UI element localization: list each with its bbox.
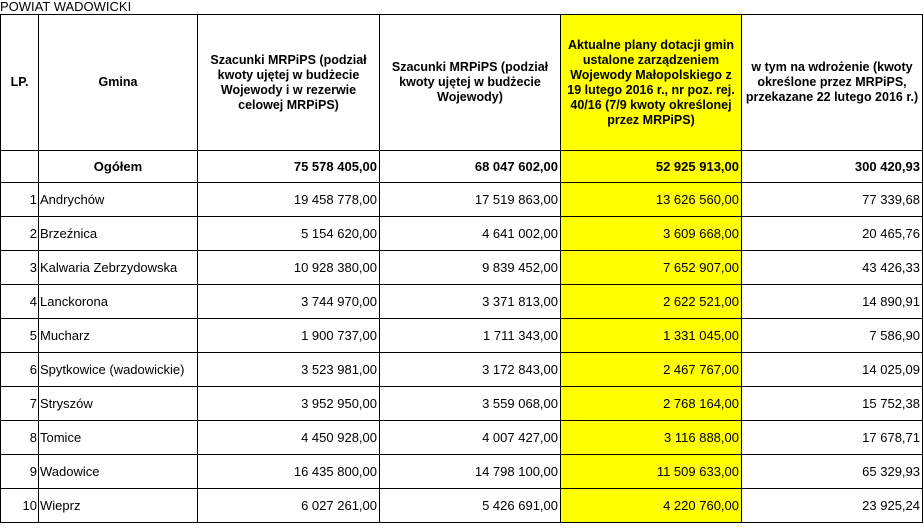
row-lp-cell[interactable]: 2 [1, 217, 39, 251]
row-col4-cell[interactable]: 77 339,68 [742, 183, 923, 217]
total-lp-cell[interactable] [1, 151, 39, 183]
row-col4-cell[interactable]: 43 426,33 [742, 251, 923, 285]
row-col1-cell[interactable]: 3 952 950,00 [198, 387, 380, 421]
row-gmina-cell[interactable]: Wieprz [39, 489, 198, 523]
row-col1-cell[interactable]: 16 435 800,00 [198, 455, 380, 489]
table-row [1, 421, 923, 455]
row-lp-cell[interactable]: 7 [1, 387, 39, 421]
row-col3-cell[interactable]: 13 626 560,00 [561, 183, 742, 217]
row-col4-cell[interactable]: 65 329,93 [742, 455, 923, 489]
total-col3[interactable]: 52 925 913,00 [561, 151, 742, 183]
row-lp-cell[interactable]: 1 [1, 183, 39, 217]
row-col4-cell[interactable]: 14 890,91 [742, 285, 923, 319]
row-col3-cell[interactable]: 11 509 633,00 [561, 455, 742, 489]
row-col4-cell[interactable]: 17 678,71 [742, 421, 923, 455]
row-lp-cell[interactable]: 5 [1, 319, 39, 353]
row-col4-cell[interactable]: 15 752,38 [742, 387, 923, 421]
table-row [1, 489, 923, 523]
row-col3-cell[interactable]: 1 331 045,00 [561, 319, 742, 353]
row-col1-cell[interactable]: 3 744 970,00 [198, 285, 380, 319]
row-lp-cell[interactable]: 8 [1, 421, 39, 455]
row-col2-cell[interactable]: 3 172 843,00 [380, 353, 561, 387]
table-body [1, 183, 923, 523]
row-col2-cell[interactable]: 5 426 691,00 [380, 489, 561, 523]
data-table [0, 14, 923, 523]
row-col4-cell[interactable]: 20 465,76 [742, 217, 923, 251]
row-col2-cell[interactable]: 4 007 427,00 [380, 421, 561, 455]
row-col2-cell[interactable]: 17 519 863,00 [380, 183, 561, 217]
row-lp-cell[interactable]: 9 [1, 455, 39, 489]
row-col3-cell[interactable]: 3 116 888,00 [561, 421, 742, 455]
total-col1[interactable]: 75 578 405,00 [198, 151, 380, 183]
table-row [1, 319, 923, 353]
row-col2-cell[interactable]: 4 641 002,00 [380, 217, 561, 251]
row-col2-cell[interactable]: 3 371 813,00 [380, 285, 561, 319]
row-col3-cell[interactable]: 2 768 164,00 [561, 387, 742, 421]
total-row [1, 151, 923, 183]
row-gmina-cell[interactable]: Mucharz [39, 319, 198, 353]
row-col1-cell[interactable]: 10 928 380,00 [198, 251, 380, 285]
header-col1[interactable]: Szacunki MRPiPS (podział kwoty ujętej w budżecie Wojewody i w rezerwie celowej MRPiPS) [198, 15, 380, 151]
table-row [1, 251, 923, 285]
row-lp-cell[interactable]: 6 [1, 353, 39, 387]
header-col3[interactable]: Aktualne plany dotacji gmin ustalone zarządzeniem Wojewody Małopolskiego z 19 lutego 2016 r., nr poz. rej. 40/16 (7/9 kwoty określonej przez MRPiPS) [561, 15, 742, 151]
row-col4-cell[interactable]: 14 025,09 [742, 353, 923, 387]
row-col1-cell[interactable]: 3 523 981,00 [198, 353, 380, 387]
row-col1-cell[interactable]: 5 154 620,00 [198, 217, 380, 251]
row-col4-cell[interactable]: 23 925,24 [742, 489, 923, 523]
row-col1-cell[interactable]: 6 027 261,00 [198, 489, 380, 523]
row-lp-cell[interactable]: 3 [1, 251, 39, 285]
row-col3-cell[interactable]: 7 652 907,00 [561, 251, 742, 285]
row-col2-cell[interactable]: 14 798 100,00 [380, 455, 561, 489]
header-col4[interactable]: w tym na wdrożenie (kwoty określone przez MRPiPS, przekazane 22 lutego 2016 r.) [742, 15, 923, 151]
header-row [1, 15, 923, 151]
row-col4-cell[interactable]: 7 586,90 [742, 319, 923, 353]
table-row [1, 353, 923, 387]
table-row [1, 455, 923, 489]
row-col2-cell[interactable]: 9 839 452,00 [380, 251, 561, 285]
row-gmina-cell[interactable]: Kalwaria Zebrzydowska [39, 251, 198, 285]
table-row [1, 387, 923, 421]
row-col2-cell[interactable]: 1 711 343,00 [380, 319, 561, 353]
sheet-title: POWIAT WADOWICKI [0, 0, 132, 14]
row-col2-cell[interactable]: 3 559 068,00 [380, 387, 561, 421]
row-col3-cell[interactable]: 2 467 767,00 [561, 353, 742, 387]
row-gmina-cell[interactable]: Brzeźnica [39, 217, 198, 251]
header-col2[interactable]: Szacunki MRPiPS (podział kwoty ujętej w budżecie Wojewody) [380, 15, 561, 151]
total-col2[interactable]: 68 047 602,00 [380, 151, 561, 183]
row-col3-cell[interactable]: 3 609 668,00 [561, 217, 742, 251]
header-gmina[interactable]: Gmina [39, 15, 198, 151]
row-gmina-cell[interactable]: Stryszów [39, 387, 198, 421]
row-lp-cell[interactable]: 10 [1, 489, 39, 523]
total-col4[interactable]: 300 420,93 [742, 151, 923, 183]
row-gmina-cell[interactable]: Tomice [39, 421, 198, 455]
header-lp[interactable]: LP. [1, 15, 39, 151]
table-row [1, 217, 923, 251]
table-row [1, 183, 923, 217]
row-gmina-cell[interactable]: Andrychów [39, 183, 198, 217]
row-gmina-cell[interactable]: Spytkowice (wadowickie) [39, 353, 198, 387]
row-gmina-cell[interactable]: Wadowice [39, 455, 198, 489]
total-label[interactable]: Ogółem [39, 151, 198, 183]
row-col1-cell[interactable]: 4 450 928,00 [198, 421, 380, 455]
row-col3-cell[interactable]: 2 622 521,00 [561, 285, 742, 319]
row-col3-cell[interactable]: 4 220 760,00 [561, 489, 742, 523]
row-col1-cell[interactable]: 1 900 737,00 [198, 319, 380, 353]
row-lp-cell[interactable]: 4 [1, 285, 39, 319]
row-col1-cell[interactable]: 19 458 778,00 [198, 183, 380, 217]
row-gmina-cell[interactable]: Lanckorona [39, 285, 198, 319]
table-row [1, 285, 923, 319]
